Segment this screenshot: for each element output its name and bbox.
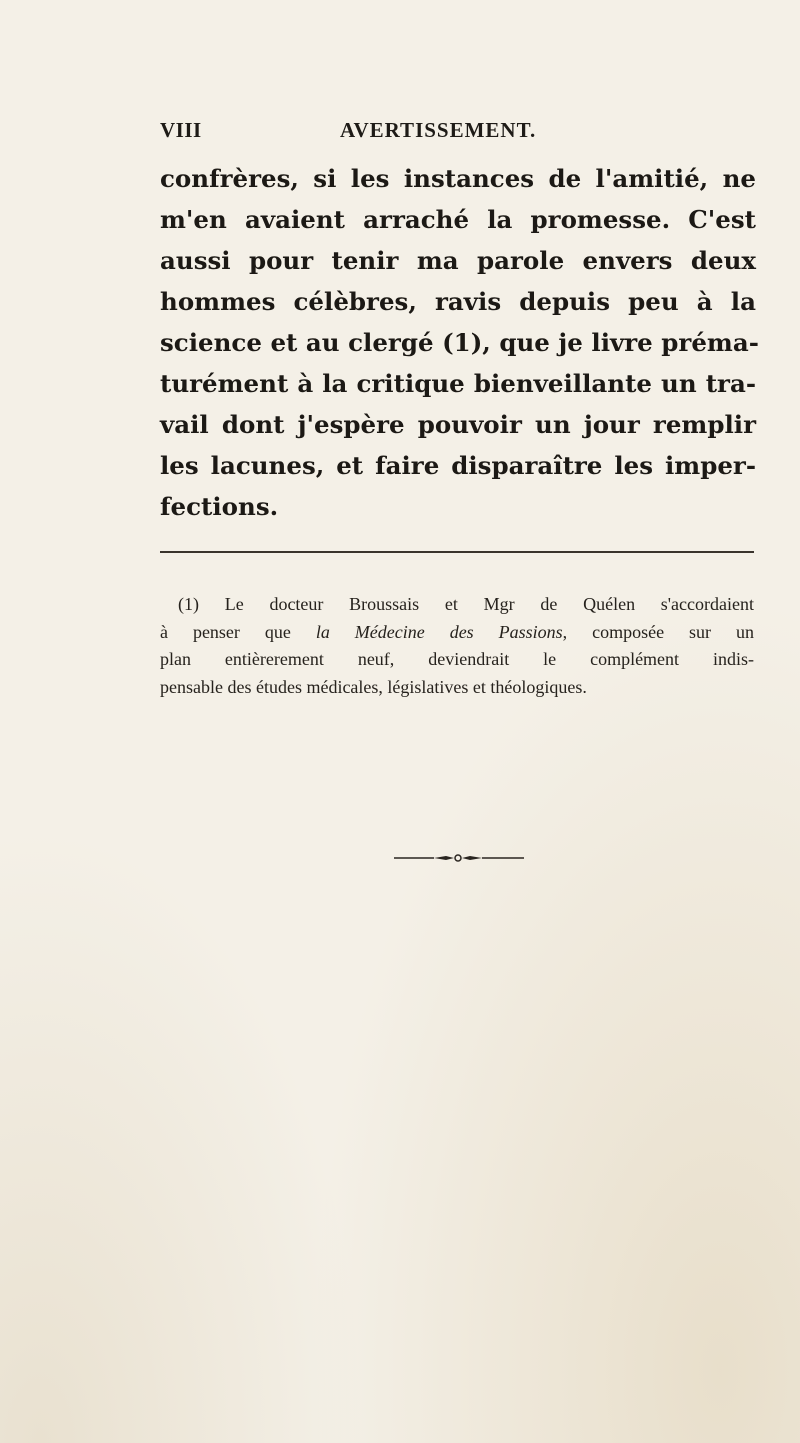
footnote-line: pensable des études médicales, législatives et théologiques. — [160, 676, 587, 697]
footnote — [160, 591, 754, 701]
body-line: m'en avaient arraché la promesse. C'est — [160, 205, 756, 234]
body-line: les lacunes, et faire disparaître les imper- — [160, 451, 756, 480]
body-paragraph — [160, 158, 759, 527]
body-line: confrères, si les instances de l'amitié, ne — [160, 164, 756, 193]
body-line: vail dont j'espère pouvoir un jour remplir — [160, 410, 756, 439]
body-line: turément à la critique bienveillante un tra- — [160, 369, 756, 398]
footnote-line: (1) Le docteur Broussais et Mgr de Quélen s'accordaient — [178, 594, 754, 614]
page-number: VIII — [160, 118, 202, 142]
running-title: AVERTISSEMENT. — [340, 118, 537, 142]
body-line: aussi pour tenir ma parole envers deux — [160, 246, 756, 275]
footnote-text: , composée sur un — [562, 621, 754, 642]
body-line: fections. — [160, 492, 279, 521]
body-line: hommes célèbres, ravis depuis peu à la — [160, 287, 756, 316]
body-line: science et au clergé (1), que je livre préma- — [160, 328, 759, 357]
footnote-line — [160, 619, 754, 647]
footnote-line: plan entièrerement neuf, deviendrait le complément indis- — [160, 649, 754, 669]
book-title-italic: la Médecine des Passions — [315, 621, 563, 642]
rule-ornament-icon — [394, 853, 524, 863]
footnote-separator-rule — [160, 551, 754, 553]
footnote-text: à penser que — [160, 621, 316, 642]
page-header — [160, 118, 630, 148]
